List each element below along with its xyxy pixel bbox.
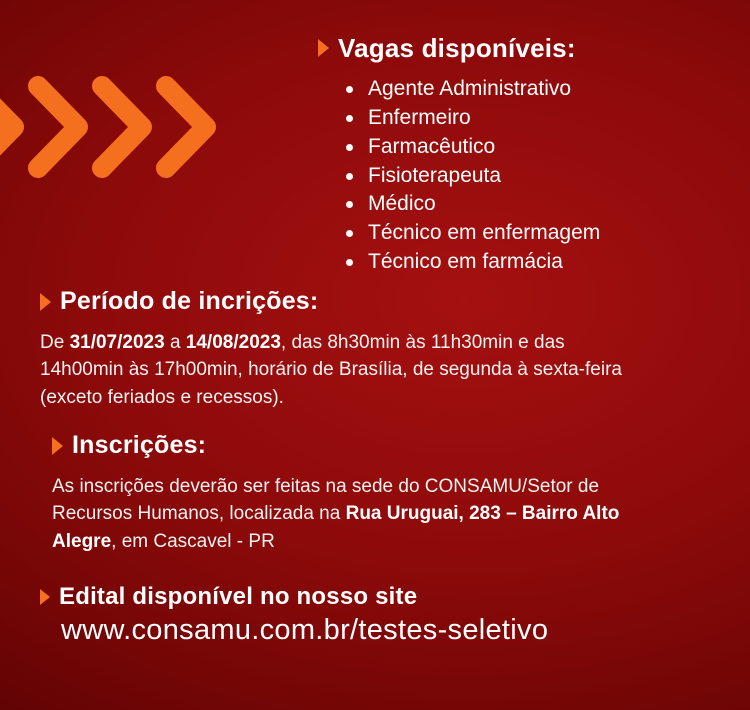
registration-period-title: Período de incrições: bbox=[60, 287, 319, 315]
period-line1-prefix: De bbox=[40, 331, 70, 353]
list-item: Agente Administrativo bbox=[346, 75, 738, 104]
list-item: Técnico em farmácia bbox=[346, 248, 738, 277]
list-item: Enfermeiro bbox=[346, 104, 738, 133]
inscricoes-line1: As inscrições deverão ser feitas na sede do CONSAMU/Setor de bbox=[52, 475, 600, 497]
list-item: Técnico em enfermagem bbox=[346, 219, 738, 248]
period-line3: (exceto feriados e recessos). bbox=[40, 386, 284, 408]
available-positions-section bbox=[318, 34, 738, 277]
notice-site-heading bbox=[40, 584, 720, 610]
period-line2: 14h00min às 17h00min, horário de Brasília, de segunda à sexta-feira bbox=[40, 359, 622, 381]
registration-start-date: 31/07/2023 bbox=[69, 331, 165, 353]
period-line1-suffix: , das 8h30min às 11h30min e das bbox=[280, 331, 565, 353]
registration-location-heading bbox=[52, 432, 712, 460]
list-item: Médico bbox=[346, 190, 738, 219]
address-line1: Rua Uruguai, 283 – Bairro Alto bbox=[345, 503, 620, 525]
website-url[interactable]: www.consamu.com.br/testes-seletivo bbox=[61, 614, 549, 647]
registration-period-section bbox=[40, 288, 720, 411]
triangle-bullet-icon bbox=[318, 39, 329, 57]
triangle-bullet-icon bbox=[40, 589, 50, 605]
inscricoes-line2-prefix: Recursos Humanos, localizada na bbox=[52, 503, 346, 525]
list-item: Farmacêutico bbox=[346, 133, 738, 162]
address-line2: Alegre bbox=[52, 530, 112, 552]
notice-site-title: Edital disponível no nosso site bbox=[59, 583, 418, 610]
inscricoes-city: , em Cascavel - PR bbox=[111, 530, 275, 552]
notice-site-section bbox=[40, 584, 720, 647]
triangle-bullet-icon bbox=[40, 293, 51, 311]
registration-period-heading bbox=[40, 288, 720, 316]
triangle-bullet-icon bbox=[52, 437, 63, 455]
registration-location-section bbox=[52, 432, 712, 555]
registration-location-title: Inscrições: bbox=[72, 431, 207, 459]
available-positions-heading bbox=[318, 34, 738, 63]
registration-period-text bbox=[40, 329, 720, 412]
list-item: Fisioterapeuta bbox=[346, 162, 738, 191]
chevron-arrows-decoration bbox=[0, 72, 266, 182]
period-line1-middle: a bbox=[164, 331, 186, 353]
available-positions-title: Vagas disponíveis: bbox=[338, 33, 576, 63]
registration-end-date: 14/08/2023 bbox=[185, 331, 281, 353]
registration-location-text bbox=[52, 473, 712, 556]
available-positions-list bbox=[318, 75, 738, 278]
